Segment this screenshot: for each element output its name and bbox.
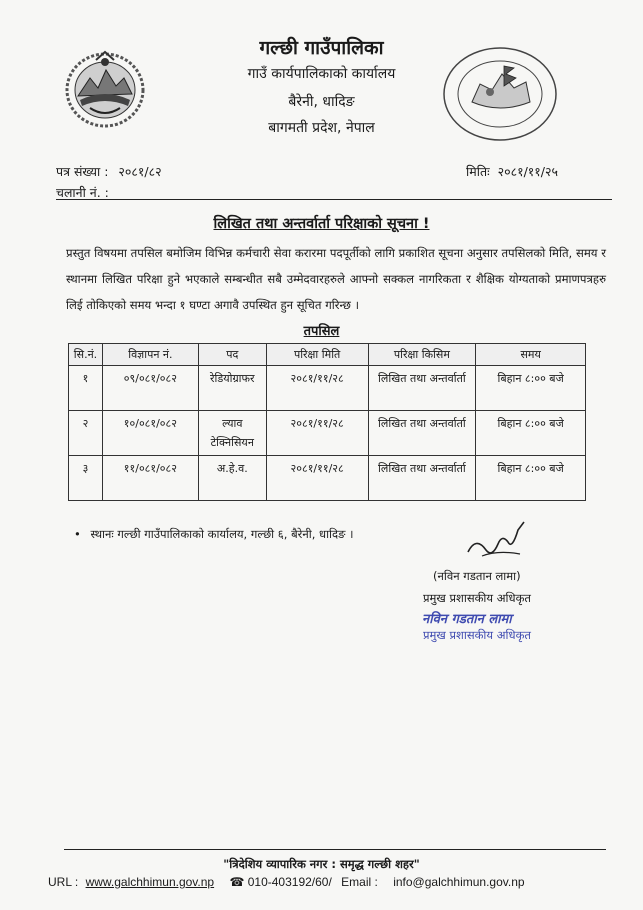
- notice-title: [0, 213, 643, 233]
- office-province: बागमती प्रदेश, नेपाल: [268, 120, 375, 136]
- bullet-icon: •: [74, 527, 81, 541]
- table-cell: २०८१/११/२८: [266, 366, 368, 411]
- col-header-serial: सि.नं.: [69, 344, 103, 366]
- table-cell: २०८१/११/२८: [266, 456, 368, 501]
- footer-slogan: "त्रिदेशिय व्यापारिक नगर : समृद्ध गल्छी शहर": [223, 857, 420, 871]
- letter-number-label: पत्र संख्या :: [56, 164, 109, 179]
- table-cell: ११/०८१/०८२: [102, 456, 198, 501]
- table-cell: अ.हे.व.: [198, 456, 266, 501]
- letter-number: [56, 163, 162, 180]
- table-cell: बिहान ८:०० बजे: [476, 456, 586, 501]
- table-cell: २: [69, 411, 103, 456]
- table-cell: २०८१/११/२८: [266, 411, 368, 456]
- table-cell: ३: [69, 456, 103, 501]
- table-header-row: [69, 344, 586, 366]
- stamp-title: प्रमुख प्रशासकीय अधिकृत: [423, 628, 531, 642]
- table-row: [69, 456, 586, 501]
- col-header-advertisement-no: विज्ञापन नं.: [102, 344, 198, 366]
- website-link[interactable]: www.galchhimun.gov.np: [85, 875, 215, 889]
- office-name: गल्छी गाउँपालिका: [259, 37, 384, 59]
- table-cell: १०/०८१/०८२: [102, 411, 198, 456]
- phone-number: 010-403192/60/: [247, 875, 332, 889]
- table-row: [69, 411, 586, 456]
- notice-body: प्रस्तुत विषयमा तपसिल बमोजिम विभिन्न कर्मचारी सेवा करारमा पदपूर्तीको लागि प्रकाशित सूचना अनुसार तपसिलको मिति, समय र स्थानमा लिखित परिक्षा हुने भएकाले सम्बन्धीत सबै उम्मेदवारहरुले आफ्नो सक्कल नागरिकता र शैक्षिक योग्यताको प्रमाणपत्रहरु लिई तोकिएको समय भन्दा १ घण्टा अगावै उपस्थित हुन सूचित गरिन्छ ।: [66, 246, 606, 312]
- signatory-name: (नविन गडतान लामा): [433, 569, 521, 583]
- table-row: [69, 366, 586, 411]
- col-header-time: समय: [476, 344, 586, 366]
- table-cell: १: [69, 366, 103, 411]
- exam-venue-text: स्थानः गल्छी गाउँपालिकाको कार्यालय, गल्छी ६, बैरेनी, धादिङ ।: [90, 527, 354, 541]
- signatory-title: प्रमुख प्रशासकीय अधिकृत: [423, 591, 531, 605]
- table-cell: ल्याव टेक्निसियन: [198, 411, 266, 456]
- table-cell: बिहान ८:०० बजे: [476, 366, 586, 411]
- table-cell: लिखित तथा अन्तर्वार्ता: [368, 366, 476, 411]
- office-subtitle: गाउँ कार्यपालिकाको कार्यालय: [247, 66, 396, 82]
- date: [466, 163, 558, 180]
- letter-number-value: २०८१/८२: [118, 164, 162, 179]
- header-divider: [56, 199, 612, 200]
- date-label: मितिः: [466, 164, 490, 179]
- url-label: URL :: [48, 875, 79, 889]
- handwritten-signature: [462, 516, 532, 568]
- email-link[interactable]: info@galchhimun.gov.np: [393, 875, 525, 889]
- table-cell: लिखित तथा अन्तर्वार्ता: [368, 456, 476, 501]
- date-value: २०८१/११/२५: [497, 164, 559, 179]
- table-cell: बिहान ८:०० बजे: [476, 411, 586, 456]
- email-label: Email :: [341, 875, 378, 889]
- exam-schedule-table: [68, 343, 586, 501]
- office-location: बैरेनी, धादिङ: [288, 94, 355, 110]
- footer-contact: [48, 875, 525, 889]
- details-heading: [0, 321, 643, 339]
- table-cell: रेडियोग्राफर: [198, 366, 266, 411]
- table-cell: लिखित तथा अन्तर्वार्ता: [368, 411, 476, 456]
- footer-divider: [64, 849, 606, 850]
- notice-title-text: लिखित तथा अन्तर्वार्ता परिक्षाको सूचना !: [213, 216, 430, 232]
- table-cell: ०९/०८१/०८२: [102, 366, 198, 411]
- col-header-exam-type: परिक्षा किसिम: [368, 344, 476, 366]
- details-heading-text: तपसिल: [303, 324, 340, 339]
- col-header-exam-date: परिक्षा मिति: [266, 344, 368, 366]
- stamp-name: नविन गडतान लामा: [422, 612, 512, 627]
- col-header-post: पद: [198, 344, 266, 366]
- phone-icon: ☎: [229, 875, 245, 889]
- exam-venue: [74, 527, 354, 542]
- dispatch-number-label: चलानी नं. :: [56, 185, 109, 200]
